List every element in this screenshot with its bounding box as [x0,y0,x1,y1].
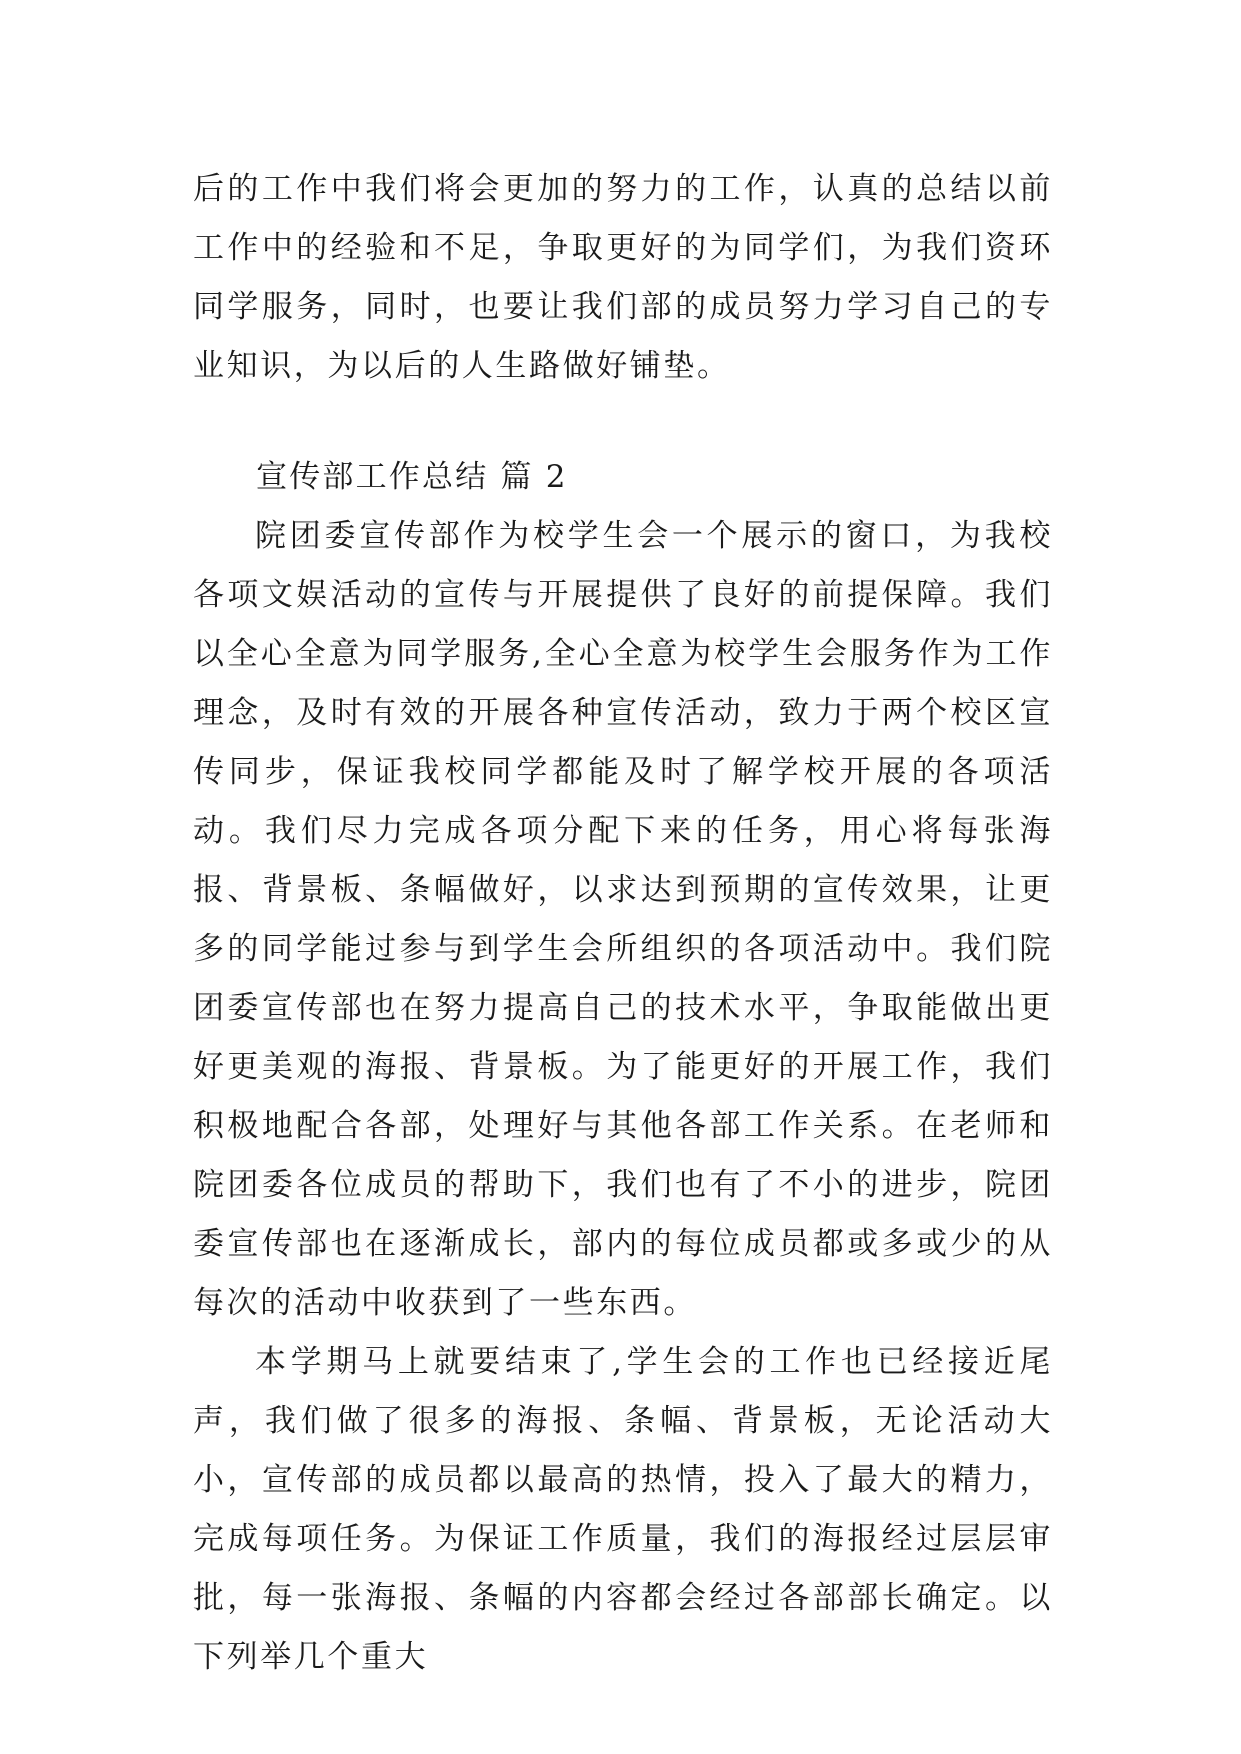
body-paragraph-2: 本学期马上就要结束了,学生会的工作也已经接近尾声，我们做了很多的海报、条幅、背景板，无论活动大小，宣传部的成员都以最高的热情，投入了最大的精力，完成每项任务。为保证工作质量，我们的海报经过层层审批，每一张海报、条幅的内容都会经过各部部长确定。以下列举几个重大 [193,1344,1053,1675]
continued-paragraph: 后的工作中我们将会更加的努力的工作，认真的总结以前工作中的经验和不足，争取更好的为同学们，为我们资环同学服务，同时，也要让我们部的成员努力学习自己的专业知识，为以后的人生路做好铺垫。 [193,171,1053,384]
section-body [193,507,1053,1687]
body-paragraph-1: 院团委宣传部作为校学生会一个展示的窗口，为我校各项文娱活动的宣传与开展提供了良好的前提保障。我们以全心全意为同学服务,全心全意为校学生会服务作为工作理念，及时有效的开展各种宣传活动，致力于两个校区宣传同步，保证我校同学都能及时了解学校开展的各项活动。我们尽力完成各项分配下来的任务，用心将每张海报、背景板、条幅做好，以求达到预期的宣传效果，让更多的同学能过参与到学生会所组织的各项活动中。我们院团委宣传部也在努力提高自己的技术水平，争取能做出更好更美观的海报、背景板。为了能更好的开展工作，我们积极地配合各部，处理好与其他各部工作关系。在老师和院团委各位成员的帮助下，我们也有了不小的进步，院团委宣传部也在逐渐成长，部内的每位成员都或多或少的从每次的活动中收获到了一些东西。 [193,518,1053,1321]
section-heading: 宣传部工作总结 篇 2 [256,459,568,495]
